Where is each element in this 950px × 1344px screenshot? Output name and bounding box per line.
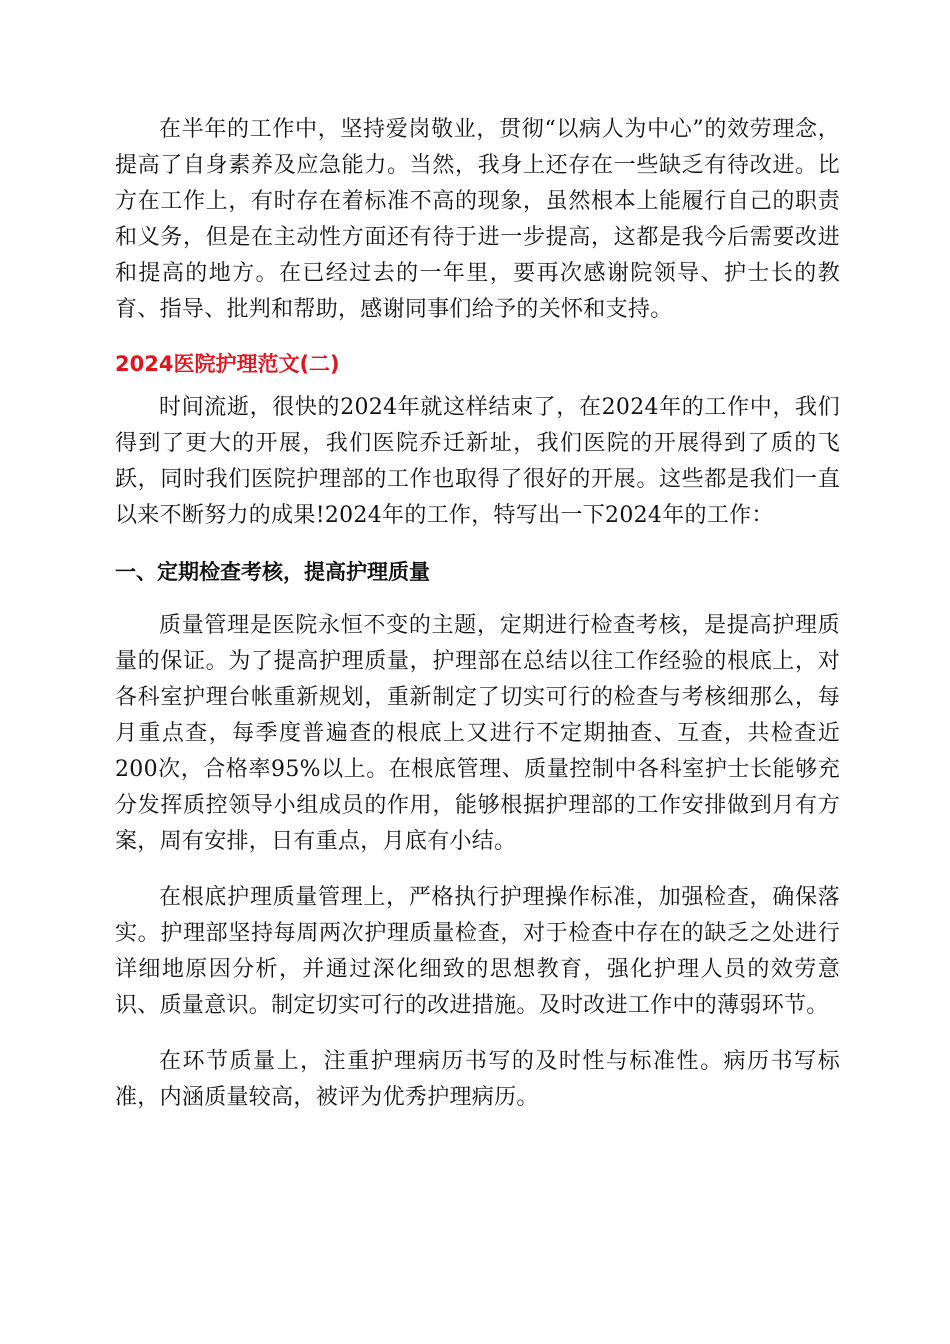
paragraph-summary: 在半年的工作中，坚持爱岗敬业，贯彻“以病人为中心”的效劳理念，提高了自身素养及应急能力。当然，我身上还存在一些缺乏有待改进。比方在工作上，有时存在着标准不高的现象，虽然根本上能履行自己的职责和义务，但是在主动性方面还有待于进一步提高，这都是我今后需要改进和提高的地方。在已经过去的一年里，要再次感谢院领导、护士长的教育、指导、批判和帮助，感谢同事们给予的关怀和支持。	[115, 117, 840, 322]
paragraph-quality-management: 质量管理是医院永恒不变的主题，定期进行检查考核，是提高护理质量的保证。为了提高护理质量，护理部在总结以往工作经验的根底上，对各科室护理台帐重新规划，重新制定了切实可行的检查与考核细那么，每月重点查，每季度普遍查的根底上又进行不定期抽查、互查，共检查近200次，合格率95%以上。在根底管理、质量控制中各科室护士长能够充分发挥质控领导小组成员的作用，能够根据护理部的工作安排做到月有方案，周有安排，日有重点，月底有小结。	[115, 613, 840, 854]
paragraph-link-quality: 在环节质量上，注重护理病历书写的及时性与标准性。病历书写标准，内涵质量较高，被评为优秀护理病历。	[115, 1049, 840, 1110]
paragraph-basic-nursing: 在根底护理质量管理上，严格执行护理操作标准，加强检查，确保落实。护理部坚持每周两次护理质量检查，对于检查中存在的缺乏之处进行详细地原因分析，并通过深化细致的思想教育，强化护理人员的效劳意识、质量意识。制定切实可行的改进措施。及时改进工作中的薄弱环节。	[115, 885, 840, 1018]
paragraph-intro: 时间流逝，很快的2024年就这样结束了，在2024年的工作中，我们得到了更大的开展，我们医院乔迁新址，我们医院的开展得到了质的飞跃，同时我们医院护理部的工作也取得了很好的开展。这些都是我们一直以来不断努力的成果!2024年的工作，特写出一下2024年的工作：	[115, 395, 840, 528]
section-heading-inspection: 一、定期检查考核，提高护理质量	[115, 560, 430, 584]
section-title-red: 2024医院护理范文(二)	[115, 352, 340, 376]
document-page	[115, 112, 840, 1116]
